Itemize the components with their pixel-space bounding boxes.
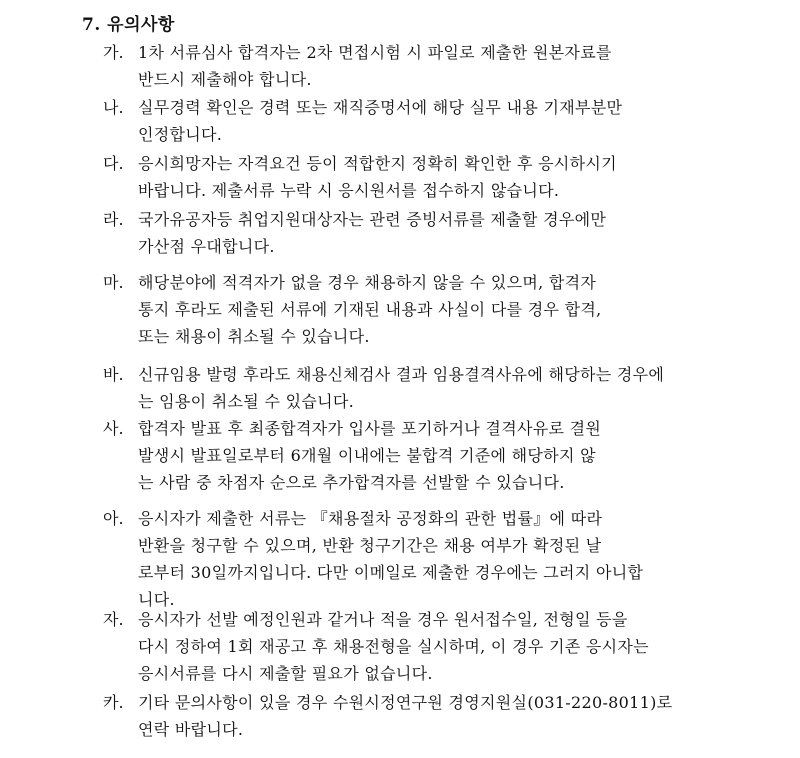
item-text-line: 인정합니다. <box>138 125 223 144</box>
item-text-line: 기타 문의사항이 있을 경우 수원시정연구원 경영지원실(031-220-8011)로 <box>138 693 673 712</box>
item-marker: 다. <box>103 154 124 173</box>
item-text-line: 응시서류를 다시 제출할 필요가 없습니다. <box>138 664 433 683</box>
item-marker: 카. <box>103 693 124 712</box>
item-text-line: 신규임용 발령 후라도 채용신체검사 결과 임용결격사유에 해당하는 경우에 <box>138 365 665 384</box>
item-text-line: 반환을 청구할 수 있으며, 반환 청구기간은 채용 여부가 확정된 날 <box>138 536 602 555</box>
item-marker: 가. <box>103 43 124 62</box>
item-marker: 나. <box>103 98 124 117</box>
item-text-line: 발생시 발표일로부터 6개월 이내에는 불합격 기준에 해당하지 않 <box>138 446 596 465</box>
section-title: 7. 유의사항 <box>82 15 175 35</box>
item-text-line: 국가유공자등 취업지원대상자는 관련 증빙서류를 제출할 경우에만 <box>138 210 607 229</box>
item-text-line: 응시희망자는 자격요건 등이 적합한지 정확히 확인한 후 응시하시기 <box>138 154 617 173</box>
item-text-line: 바랍니다. 제출서류 누락 시 응시원서를 접수하지 않습니다. <box>138 181 560 200</box>
item-text-line: 가산점 우대합니다. <box>138 237 275 256</box>
item-marker: 라. <box>103 210 124 229</box>
item-marker: 자. <box>103 610 124 629</box>
item-text-line: 합격자 발표 후 최종합격자가 입사를 포기하거나 결격사유로 결원 <box>138 419 602 438</box>
item-marker: 마. <box>103 273 124 292</box>
item-marker: 아. <box>103 509 124 528</box>
item-text-line: 반드시 제출해야 합니다. <box>138 70 312 89</box>
item-text-line: 1차 서류심사 합격자는 2차 면접시험 시 파일로 제출한 원본자료를 <box>138 43 612 62</box>
item-text-line: 는 임용이 취소될 수 있습니다. <box>138 392 355 411</box>
item-text-line: 실무경력 확인은 경력 또는 재직증명서에 해당 실무 내용 기재부분만 <box>138 98 623 117</box>
item-text-line: 연락 바랍니다. <box>138 720 244 739</box>
item-text-line: 응시자가 제출한 서류는 『채용절차 공정화의 관한 법률』에 따라 <box>138 509 603 528</box>
item-text-line: 통지 후라도 제출된 서류에 기재된 내용과 사실이 다를 경우 합격, <box>138 300 602 319</box>
item-text-line: 로부터 30일까지입니다. 다만 이메일로 제출한 경우에는 그러지 아니합 <box>138 563 644 582</box>
item-text-line: 니다. <box>138 590 175 609</box>
item-text-line: 응시자가 선발 예정인원과 같거나 적을 경우 원서접수일, 전형일 등을 <box>138 610 628 629</box>
item-text-line: 또는 채용이 취소될 수 있습니다. <box>138 327 370 346</box>
item-marker: 사. <box>103 419 124 438</box>
item-marker: 바. <box>103 365 124 384</box>
item-text-line: 는 사람 중 차점자 순으로 추가합격자를 선발할 수 있습니다. <box>138 473 565 492</box>
item-text-line: 다시 정하여 1회 재공고 후 채용전형을 실시하며, 이 경우 기존 응시자는 <box>138 637 649 656</box>
item-text-line: 해당분야에 적격자가 없을 경우 채용하지 않을 수 있으며, 합격자 <box>138 273 597 292</box>
